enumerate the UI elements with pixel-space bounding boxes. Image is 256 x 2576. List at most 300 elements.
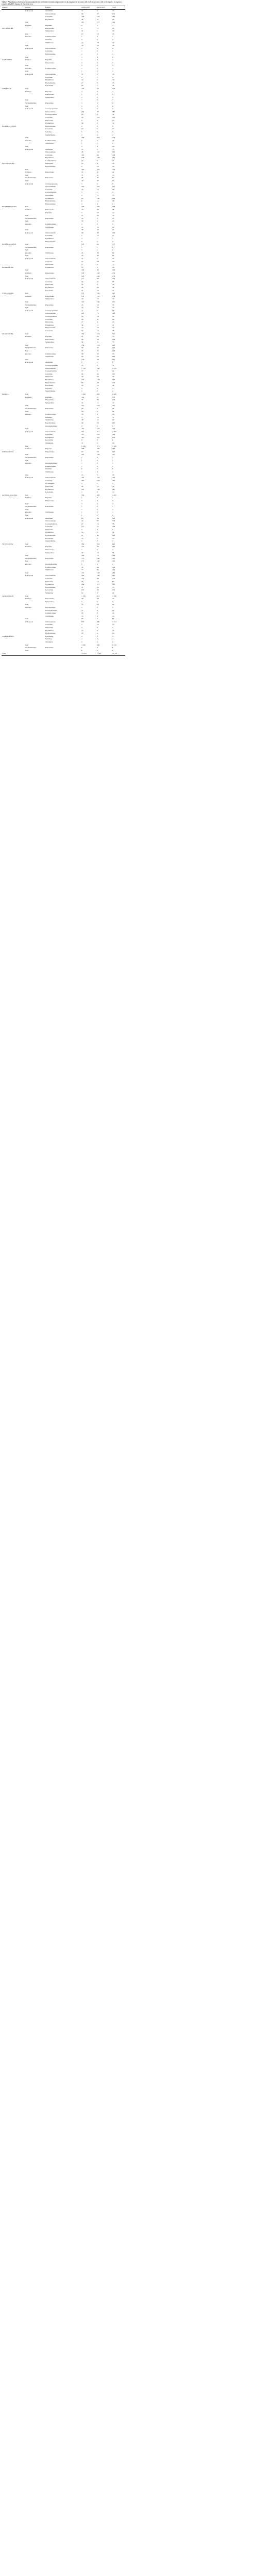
aug-value-cell: 135 <box>81 571 84 574</box>
phylum-cell: Total <box>25 137 29 139</box>
aug-value-cell: 32 <box>81 401 83 404</box>
total-value-cell: 20 <box>112 632 114 635</box>
total-value-cell: 58 <box>112 208 114 211</box>
total-value-cell: 305 <box>112 560 115 563</box>
total-value-cell: 18 <box>112 410 114 413</box>
phylum-cell: Arthropoda <box>25 73 33 76</box>
total-value-cell: 18 <box>112 200 114 202</box>
phylum-cell: Mollusca <box>25 59 32 61</box>
familia-cell: Corixidae <box>45 116 53 118</box>
total-value-cell: 5 <box>112 130 113 133</box>
familia-cell: Cicadellidae <box>45 482 55 485</box>
total-value-cell: 13 <box>112 473 114 476</box>
total-value-cell: 1 002 <box>112 430 116 433</box>
oct-value-cell: 0 <box>97 511 98 514</box>
total-value-cell: 2 <box>112 61 113 64</box>
aug-value-cell: 66 <box>81 338 83 341</box>
familia-cell: Leuctridae <box>45 589 53 591</box>
phylum-cell: Annelida <box>25 223 31 225</box>
phylum-cell: Total <box>25 494 29 496</box>
total-value-cell: 1 769 <box>112 595 116 597</box>
aug-value-cell: 17 <box>81 370 83 372</box>
aug-value-cell: 25 <box>81 220 83 223</box>
aug-value-cell: 7 <box>81 99 82 101</box>
aug-value-cell: 1 142 <box>81 367 86 369</box>
familia-cell: Chironomidae <box>45 185 56 188</box>
phylum-cell: Total <box>25 99 29 101</box>
familia-cell: Cecidomyiidae <box>45 159 57 162</box>
total-value-cell: 3 <box>112 191 113 194</box>
aug-value-cell: 5 <box>81 623 82 626</box>
total-value-cell: 125 <box>112 347 115 349</box>
oct-value-cell: 44 <box>97 566 99 568</box>
aug-value-cell: 27 <box>81 214 83 217</box>
aug-value-cell: 3 <box>81 387 82 389</box>
oct-value-cell: 10 <box>97 44 99 47</box>
aug-value-cell: 11 <box>81 10 83 12</box>
aug-value-cell: 15 <box>81 148 83 150</box>
oct-value-cell: 36 <box>97 251 99 254</box>
familia-cell: Tubificidae <box>45 471 54 473</box>
total-value-cell: 281 <box>112 488 115 490</box>
oct-value-cell: 12 <box>97 623 99 626</box>
total-value-cell: 73 <box>112 586 114 588</box>
familia-cell: Dytiscidae <box>45 626 53 629</box>
familia-cell: Corixidae <box>45 577 53 580</box>
familia-cell: Hydrachnidae <box>45 534 56 537</box>
oct-value-cell: 87 <box>97 12 99 15</box>
phylum-cell: Total <box>25 229 29 231</box>
aug-value-cell: 128 <box>81 275 84 277</box>
total-value-cell: 3 <box>112 64 113 67</box>
oct-value-cell: 6 <box>97 321 98 324</box>
oct-value-cell: 33 <box>97 208 99 211</box>
total-value-cell: 30 <box>112 522 114 525</box>
total-value-cell: 18 <box>112 413 114 416</box>
total-value-cell: 21 <box>112 159 114 162</box>
total-value-cell: 14 <box>112 145 114 147</box>
familia-cell: Hyalellidae <box>45 197 54 199</box>
oct-value-cell: 28 <box>97 598 99 600</box>
phylum-cell: Arthropoda <box>25 574 33 577</box>
total-value-cell: 28 <box>112 30 114 32</box>
familia-cell: Chironomidae <box>45 312 56 315</box>
total-value-cell: 63 <box>112 618 114 620</box>
familia-cell: Chironomidae <box>45 367 56 369</box>
aug-value-cell: 1 <box>81 511 82 514</box>
familia-cell: Glossiphoniidae <box>45 563 57 565</box>
aug-value-cell: 139 <box>81 344 84 346</box>
total-value-cell: 298 <box>112 433 115 436</box>
aug-value-cell: 13 <box>81 629 83 632</box>
aug-value-cell: 12 <box>81 128 83 130</box>
oct-value-cell: 10 <box>97 211 99 214</box>
oct-value-cell: 0 <box>97 410 98 413</box>
total-value-cell: 5 <box>112 606 113 608</box>
header-laguna: Laguna <box>2 6 24 10</box>
total-value-cell: 43 <box>112 401 114 404</box>
oct-value-cell: 9 <box>97 364 98 367</box>
aug-value-cell: 5 <box>81 465 82 467</box>
familia-cell: Planorbidae <box>45 598 54 600</box>
oct-value-cell: 44 <box>97 372 99 375</box>
oct-value-cell: 0 <box>97 497 98 499</box>
aug-value-cell: 80 <box>81 197 83 199</box>
phylum-cell: Arthropoda <box>25 47 33 49</box>
aug-value-cell: 2 <box>81 133 82 136</box>
phylum-cell: Total <box>25 243 29 246</box>
aug-value-cell: 74 <box>81 79 83 81</box>
aug-value-cell: 56 <box>81 180 83 182</box>
oct-value-cell: 106 <box>97 448 100 450</box>
oct-value-cell: 2 <box>97 217 98 219</box>
oct-value-cell: 186 <box>97 574 100 577</box>
phylum-cell: Total <box>25 404 29 407</box>
oct-value-cell: 0 <box>97 468 98 470</box>
aug-value-cell: 1 <box>81 471 82 473</box>
phylum-cell: Annelida <box>25 139 31 142</box>
phylum-cell: Total <box>25 603 29 606</box>
aug-value-cell: 1 <box>81 456 82 459</box>
aug-value-cell: 6 <box>81 125 82 127</box>
familia-cell: Dytiscidae <box>45 283 53 286</box>
familia-cell: Planariidae <box>45 217 54 219</box>
oct-value-cell: 11 <box>97 27 99 29</box>
phylum-cell: Total <box>25 275 29 277</box>
aug-value-cell: 54 <box>81 603 83 606</box>
total-value-cell: 1 672 <box>112 367 116 369</box>
aug-value-cell: 2 <box>81 27 82 29</box>
aug-value-cell: 77 <box>81 569 83 571</box>
oct-value-cell: 70 <box>97 338 99 341</box>
oct-value-cell: 0 <box>97 64 98 67</box>
aug-value-cell: 11 <box>81 174 83 176</box>
oct-value-cell: 355 <box>97 168 100 171</box>
total-value-cell: 36 <box>112 84 114 87</box>
total-value-cell: 22 <box>112 370 114 372</box>
familia-cell: Tubificidae <box>45 41 54 44</box>
phylum-cell: Arthropoda <box>25 477 33 479</box>
phylum-cell: Total <box>25 292 29 295</box>
aug-value-cell: 25 <box>81 303 83 306</box>
total-value-cell: 1 454 <box>112 620 116 623</box>
oct-value-cell: 10 <box>97 41 99 44</box>
aug-value-cell: 6 <box>81 145 82 147</box>
oct-value-cell: 39 <box>97 517 99 519</box>
oct-value-cell: 0 <box>97 600 98 603</box>
aug-value-cell: 6 <box>81 200 82 202</box>
oct-value-cell: 33 <box>97 335 99 338</box>
familia-cell: Tubificidae <box>45 419 54 421</box>
familia-cell: Leuctridae <box>45 537 53 539</box>
aug-value-cell: 4 <box>81 638 82 640</box>
total-value-cell: 132 <box>112 520 115 522</box>
aug-value-cell: 11 <box>81 73 83 76</box>
phylum-cell: Mollusca <box>25 335 32 338</box>
aug-value-cell: 2 <box>81 96 82 98</box>
oct-value-cell: 0 <box>97 387 98 389</box>
familia-cell: Leuctridae <box>45 289 53 292</box>
familia-cell: Simuliidae <box>45 442 54 445</box>
total-value-cell: 177 <box>112 243 115 246</box>
familia-cell: Leuctridae <box>45 635 53 637</box>
total-value-cell: 31 <box>112 416 114 418</box>
total-value-cell: 149 <box>112 381 115 384</box>
oct-value-cell: 18 <box>97 32 99 35</box>
familia-cell: Lumbriculidae <box>45 465 56 467</box>
oct-value-cell: 0 <box>97 514 98 516</box>
phylum-cell: Total <box>25 105 29 107</box>
total-value-cell: 23 <box>112 321 114 324</box>
oct-value-cell: 101 <box>97 116 100 118</box>
total-value-cell: 253 <box>112 295 115 297</box>
familia-cell: Lumbriculidae <box>45 223 56 225</box>
oct-value-cell: 1 <box>97 142 98 145</box>
oct-value-cell: 146 <box>97 275 100 277</box>
oct-value-cell: 96 <box>97 399 99 401</box>
aug-value-cell: 11 <box>81 442 83 445</box>
familia-cell: Corixidae <box>45 76 53 78</box>
total-value-cell: 161 <box>112 569 115 571</box>
oct-value-cell: 7 <box>97 139 98 142</box>
familia-cell: Planariidae <box>45 102 54 104</box>
oct-value-cell: 61 <box>97 174 99 176</box>
total-value-cell: 40 <box>112 531 114 534</box>
aug-value-cell: 1 <box>81 497 82 499</box>
total-value-cell: 70 <box>112 214 114 217</box>
oct-value-cell: 2 <box>97 220 98 223</box>
familia-cell: Hydrachnidae <box>45 165 56 168</box>
laguna-cell: LACSACOCHA <box>2 162 14 165</box>
total-value-cell: 29 <box>112 44 114 47</box>
total-value-cell: 1 <box>112 511 113 514</box>
aug-value-cell: 3 <box>81 202 82 205</box>
oct-value-cell: 0 <box>97 70 98 73</box>
total-value-cell: 135 <box>112 116 115 118</box>
aug-value-cell: 16 <box>81 632 83 635</box>
aug-value-cell: 145 <box>81 488 84 490</box>
total-value-cell: 151 <box>112 589 115 591</box>
aug-value-cell: 135 <box>81 295 84 297</box>
familia-cell: Ceratopogonidae <box>45 108 58 110</box>
familia-cell: Lumbriculidae <box>45 413 56 416</box>
oct-value-cell: 134 <box>97 404 100 407</box>
familia-cell: Dytiscidae <box>45 321 53 324</box>
total-value-cell: 9 <box>112 240 113 243</box>
oct-value-cell: 210 <box>97 185 100 188</box>
total-value-cell: 33 <box>112 263 114 266</box>
total-value-cell: 36 <box>112 188 114 191</box>
total-value-cell: 146 <box>112 231 115 234</box>
phylum-cell: Platyhelminthes <box>25 246 37 248</box>
oct-value-cell: 204 <box>97 137 100 139</box>
familia-cell: Glossiphoniidae <box>45 425 57 427</box>
aug-value-cell: 1 <box>81 459 82 462</box>
familia-cell: Erpobdellidae <box>45 421 56 424</box>
aug-value-cell: 21 <box>81 258 83 260</box>
phylum-cell: Mollusca <box>25 546 32 548</box>
total-value-cell: 24 <box>112 258 114 260</box>
aug-value-cell: 4 <box>81 90 82 93</box>
total-value-cell: 67 <box>112 580 114 583</box>
familia-cell: Coenagrionidae <box>45 315 57 317</box>
familia-cell: Physidae <box>45 497 52 499</box>
familia-cell: Naididae <box>45 468 52 470</box>
total-value-cell: 15 <box>112 615 114 617</box>
aug-value-cell: 6 <box>81 468 82 470</box>
familia-cell: Planorbidae <box>45 171 54 174</box>
total-value-cell: 85 <box>112 280 114 283</box>
header-total: Total <box>112 6 125 10</box>
phylum-cell: Total <box>25 255 29 257</box>
total-value-cell: 9 <box>112 56 113 58</box>
phylum-cell: Total <box>25 145 29 147</box>
familia-cell: Glossiphoniidae <box>45 462 57 465</box>
oct-value-cell: 1 <box>97 76 98 78</box>
familia-cell: Leuctridae <box>45 491 53 494</box>
total-value-cell: 8 <box>112 102 113 104</box>
aug-value-cell: 12 <box>81 327 83 329</box>
phylum-cell: Total <box>25 571 29 574</box>
table-caption: Tabla 7. Abundancia relativa de la comunidad de invertebrados bentónicos presentes en las lagunas de la cuenca del río Ichu y cuenca del río Ichupalca en agosto y octubre del 2015, durante la época de seca. <box>2 1 123 6</box>
oct-value-cell: 0 <box>97 122 98 125</box>
oct-value-cell: 116 <box>97 15 100 18</box>
oct-value-cell: 6 <box>97 81 98 84</box>
familia-cell: Aphididae <box>45 517 53 519</box>
total-value-cell: 1 <box>112 59 113 61</box>
aug-value-cell: 5 <box>81 249 82 251</box>
aug-value-cell: 2 <box>81 191 82 194</box>
aug-value-cell: 260 <box>81 479 84 482</box>
oct-value-cell: 611 <box>97 595 100 597</box>
total-value-cell: 74 <box>112 335 114 338</box>
oct-value-cell: 37 <box>97 177 99 179</box>
oct-value-cell: 10 <box>97 327 99 329</box>
oct-value-cell: 4 <box>97 113 98 116</box>
total-value-cell: 20 <box>112 165 114 168</box>
oct-value-cell: 124 <box>97 344 100 346</box>
familia-cell: Sphaeriidae <box>45 401 54 404</box>
oct-value-cell: 35 <box>97 352 99 355</box>
oct-value-cell: 1 <box>97 249 98 251</box>
oct-value-cell: 93 <box>97 110 99 113</box>
total-value-cell: 102 <box>112 517 115 519</box>
phylum-cell: Arthropoda <box>25 430 33 433</box>
aug-value-cell: 20 <box>81 283 83 286</box>
aug-value-cell: 13 <box>81 473 83 476</box>
total-value-cell: 31 <box>112 364 114 367</box>
familia-cell: Aphididae <box>45 361 53 364</box>
total-value-cell: 173 <box>112 399 115 401</box>
aug-value-cell: 5 <box>81 139 82 142</box>
oct-value-cell: 13 <box>97 188 99 191</box>
familia-cell: Hydrachnidae <box>45 53 56 55</box>
aug-value-cell: 4 <box>81 194 82 196</box>
aug-value-cell: 34 <box>81 116 83 118</box>
oct-value-cell: 3 <box>97 182 98 185</box>
familia-cell: Sphaeriidae <box>45 298 54 300</box>
aug-value-cell: 1 026 <box>81 643 86 646</box>
aug-value-cell: 6 <box>81 641 82 643</box>
familia-cell: Corixidae <box>45 433 53 436</box>
familia-cell: Tubificidae <box>45 355 54 358</box>
aug-value-cell: 175 <box>81 560 84 563</box>
oct-value-cell: 22 <box>97 586 99 588</box>
oct-value-cell: 496 <box>97 643 100 646</box>
aug-value-cell: 128 <box>81 272 84 275</box>
familia-cell: Chironomidae <box>45 520 56 522</box>
familia-cell: Planorbidae <box>45 27 54 29</box>
aug-value-cell: 133 <box>81 358 84 361</box>
oct-value-cell: 3 <box>97 618 98 620</box>
oct-value-cell: 120 <box>97 197 100 199</box>
aug-value-cell: 691 <box>81 430 84 433</box>
phylum-cell: Total <box>25 180 29 182</box>
aug-value-cell: 69 <box>81 372 83 375</box>
phylum-cell: Total <box>25 428 29 430</box>
familia-cell: Hyalellidae <box>45 18 54 21</box>
phylum-cell: Total <box>25 508 29 511</box>
aug-value-cell: 77 <box>81 399 83 401</box>
aug-value-cell: 16 <box>81 315 83 317</box>
total-value-cell: 1 <box>112 508 113 511</box>
familia-cell: Planariidae <box>45 407 54 410</box>
laguna-cell: YURACMAYO <box>2 635 14 637</box>
aug-value-cell: 108 <box>81 269 84 272</box>
familia-cell: Planariidae <box>45 557 54 560</box>
familia-cell: Aphididae <box>45 10 53 12</box>
oct-value-cell: 7 <box>97 30 98 32</box>
aug-value-cell: 38 <box>81 419 83 421</box>
oct-value-cell: 6 <box>97 119 98 122</box>
familia-cell: Cecidomyiidae <box>45 191 57 194</box>
aug-value-cell: 51 <box>81 586 83 588</box>
phylum-cell: Mollusca <box>25 208 32 211</box>
phylum-cell: Annelida <box>25 352 31 355</box>
aug-value-cell: 36 <box>81 324 83 326</box>
familia-cell: Dytiscidae <box>45 485 53 487</box>
total-value-cell: 90 <box>112 226 114 228</box>
oct-value-cell: 64 <box>97 243 99 246</box>
aug-value-cell: 125 <box>81 546 84 548</box>
phylum-cell: Annelida <box>25 606 31 608</box>
total-value-cell: 93 <box>112 177 114 179</box>
total-value-cell: 22 <box>112 327 114 329</box>
aug-value-cell: 181 <box>81 428 84 430</box>
total-value-cell: 86 <box>112 318 114 320</box>
total-value-cell: 815 <box>112 583 115 586</box>
aug-value-cell: 56 <box>81 566 83 568</box>
phylum-cell: Total <box>25 64 29 67</box>
aug-value-cell: 9 <box>81 425 82 427</box>
aug-value-cell: 370 <box>81 332 84 335</box>
familia-cell: Lumbriculidae <box>45 67 56 70</box>
oct-value-cell: 128 <box>97 571 100 574</box>
phylum-cell: Mollusca <box>25 171 32 174</box>
familia-cell: Lumbriculidae <box>45 352 56 355</box>
aug-value-cell: 27 <box>81 263 83 266</box>
total-value-cell: 46 <box>112 384 114 387</box>
total-value-cell: 159 <box>112 88 115 90</box>
total-value-cell: 4 <box>112 90 113 93</box>
familia-cell: Hyalellidae <box>45 237 54 240</box>
oct-value-cell: 6 <box>97 162 98 165</box>
aug-value-cell: 6 <box>81 528 82 531</box>
phylum-cell: Annelida <box>25 67 31 70</box>
aug-value-cell: 38 <box>81 352 83 355</box>
aug-value-cell: 26 <box>81 286 83 289</box>
familia-cell: Hyalellidae <box>45 379 54 381</box>
